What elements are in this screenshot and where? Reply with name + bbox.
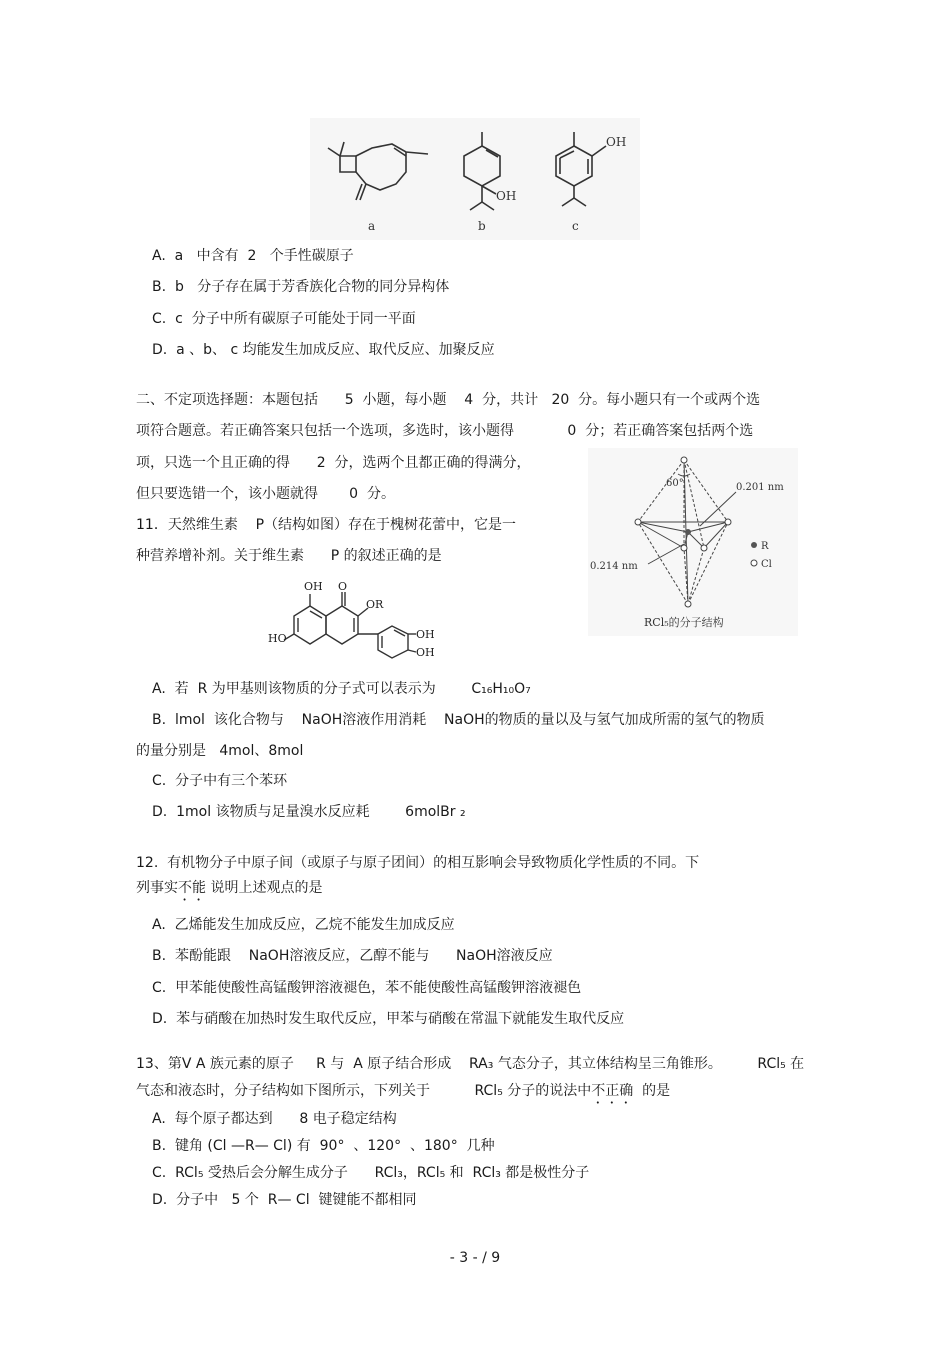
q13-emphasis: 不正确 — [591, 1083, 634, 1099]
q12-stem-pre: 列事实 — [136, 880, 178, 896]
q11-option-c: C. 分子中有三个苯环 — [152, 773, 288, 789]
vitamin-p-oh-top: OH — [304, 580, 323, 593]
rcl5-legend-r: R — [761, 541, 769, 552]
q12-stem-post: 说明上述观点的是 — [206, 880, 323, 896]
q12-emphasis: 不能 — [178, 880, 206, 896]
rcl5-bond-length-2: 0.214 nm — [590, 561, 638, 572]
q12-option-b: B. 苯酚能跟 NaOH溶液反应，乙醇不能与 NaOH溶液反应 — [152, 948, 553, 964]
vitamin-p-structure-figure — [268, 578, 438, 664]
q10-option-b: B. b 分子存在属于芳香族化合物的同分异构体 — [152, 279, 450, 295]
vitamin-p-or-group: OR — [366, 598, 384, 611]
molecule-a-label: a — [368, 219, 376, 233]
q11-option-b-line1: B. lmol 该化合物与 NaOH溶液作用消耗 NaOH的物质的量以及与氢气加成所需的氢气的物质 — [152, 712, 765, 728]
rcl5-angle-label: 60° — [666, 478, 684, 489]
q13-stem-line2 — [136, 1082, 670, 1107]
section2-line2: 项符合题意。若正确答案只包括一个选项，多选时，该小题得 0 分；若正确答案包括两个选 — [136, 423, 754, 439]
vitamin-p-oh-right-1: OH — [416, 628, 435, 641]
q12-option-d: D. 苯与硝酸在加热时发生取代反应，甲苯与硝酸在常温下就能发生取代反应 — [152, 1011, 625, 1027]
section2-line1: 二、不定项选择题：本题包括 5 小题，每小题 4 分，共计 20 分。每小题只有一个或两个选 — [136, 392, 761, 408]
vitamin-p-ho-left: HO — [268, 632, 287, 645]
q13-stem-line1: 13、第Ⅴ A 族元素的原子 R 与 A 原子结合形成 RA₃ 气态分子，其立体结构呈三角锥形。 RCl₅ 在 — [136, 1056, 805, 1072]
rcl5-caption: RCl₅的分子结构 — [644, 616, 724, 629]
section2-line3: 项，只选一个且正确的得 2 分，选两个且都正确的得满分， — [136, 455, 531, 471]
q13-option-b: B. 键角 (Cl —R— Cl) 有 90° 、120° 、180° 几种 — [152, 1138, 495, 1154]
q10-option-a: A. a 中含有 2 个手性碳原子 — [152, 248, 354, 264]
molecules-abc-figure — [310, 118, 640, 240]
q12-stem-line2 — [136, 879, 322, 904]
q11-option-a: A. 若 R 为甲基则该物质的分子式可以表示为 C₁₆H₁₀O₇ — [152, 681, 531, 697]
q13-option-c: C. RCl₅ 受热后会分解生成分子 RCl₃，RCl₅ 和 RCl₃ 都是极性分子 — [152, 1165, 590, 1181]
q12-option-c: C. 甲苯能使酸性高锰酸钾溶液褪色，苯不能使酸性高锰酸钾溶液褪色 — [152, 980, 582, 996]
q11-option-b-line2: 的量分别是 4mol、8mol — [136, 743, 304, 759]
molecule-c-label: c — [572, 219, 579, 233]
q13-stem-pre: 气态和液态时，分子结构如下图所示，下列关于 RCl₅ 分子的说法中 — [136, 1083, 592, 1099]
q10-option-d: D. a 、b、 c 均能发生加成反应、取代反应、加聚反应 — [152, 342, 495, 358]
q11-stem-line2: 种营养增补剂。关于维生素 P 的叙述正确的是 — [136, 548, 442, 564]
q13-option-d: D. 分子中 5 个 R— Cl 键键能不都相同 — [152, 1192, 417, 1208]
molecule-b-label: b — [478, 219, 486, 233]
q11-stem-line1: 11．天然维生素 P（结构如图）存在于槐树花蕾中，它是一 — [136, 517, 517, 533]
q12-option-a: A. 乙烯能发生加成反应，乙烷不能发生加成反应 — [152, 917, 455, 933]
page-number: - 3 - / 9 — [449, 1250, 501, 1266]
q13-stem-post: 的是 — [633, 1083, 671, 1099]
q13-option-a: A. 每个原子都达到 8 电子稳定结构 — [152, 1111, 397, 1127]
rcl5-structure-figure — [588, 448, 798, 636]
molecule-c-oh: OH — [606, 135, 627, 149]
vitamin-p-oh-right-2: OH — [416, 646, 435, 659]
q11-option-d: D. 1mol 该物质与足量溴水反应耗 6molBr ₂ — [152, 804, 466, 820]
vitamin-p-o-carbonyl: O — [338, 580, 348, 593]
section2-line4: 但只要选错一个，该小题就得 0 分。 — [136, 486, 395, 502]
rcl5-bond-length-1: 0.201 nm — [736, 482, 784, 493]
molecule-b-oh: OH — [496, 189, 517, 203]
rcl5-legend-cl: Cl — [761, 559, 772, 570]
q10-option-c: C. c 分子中所有碳原子可能处于同一平面 — [152, 311, 416, 327]
q12-stem-line1: 12. 有机物分子中原子间（或原子与原子团间）的相互影响会导致物质化学性质的不同。下 — [136, 855, 700, 871]
